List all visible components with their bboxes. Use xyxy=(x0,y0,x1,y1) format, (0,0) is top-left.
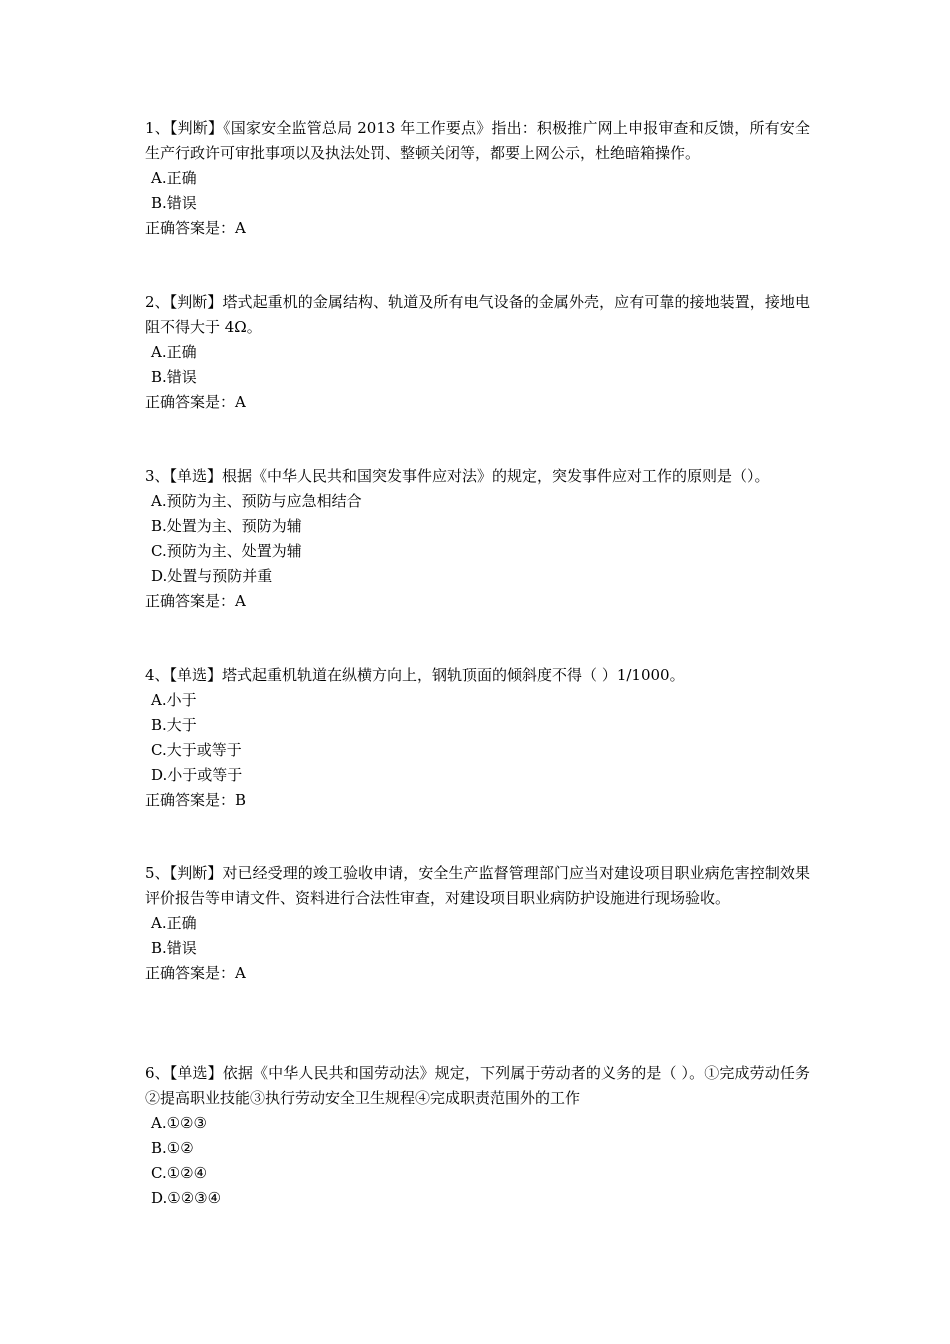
correct-answer: 正确答案是：A xyxy=(145,964,246,982)
question-text: 2、【判断】塔式起重机的金属结构、轨道及所有电气设备的金属外壳，应有可靠的接地装置，接地电阻不得大于 4Ω。 xyxy=(145,293,810,336)
option-b: B.①② xyxy=(151,1139,194,1157)
correct-answer: 正确答案是：A xyxy=(145,219,246,237)
option-c: C.大于或等于 xyxy=(151,741,242,759)
question-3 xyxy=(145,464,810,614)
option-b: B.错误 xyxy=(151,368,197,386)
question-4 xyxy=(145,663,810,813)
question-text: 6、【单选】依据《中华人民共和国劳动法》规定，下列属于劳动者的义务的是（ ）。①完成劳动任务②提高职业技能③执行劳动安全卫生规程④完成职责范围外的工作 xyxy=(145,1064,810,1107)
option-c: C.①②④ xyxy=(151,1164,208,1182)
option-b: B.处置为主、预防为辅 xyxy=(151,517,302,535)
correct-answer: 正确答案是：A xyxy=(145,393,246,411)
option-b: B.大于 xyxy=(151,716,197,734)
correct-answer: 正确答案是：A xyxy=(145,592,246,610)
question-5 xyxy=(145,861,810,986)
option-a: A.正确 xyxy=(151,343,197,361)
question-6 xyxy=(145,1061,810,1211)
option-a: A.预防为主、预防与应急相结合 xyxy=(151,492,362,510)
question-1 xyxy=(145,116,810,241)
correct-answer: 正确答案是：B xyxy=(145,791,247,809)
option-c: C.预防为主、处置为辅 xyxy=(151,542,302,560)
option-a: A.正确 xyxy=(151,169,197,187)
question-text: 5、【判断】对已经受理的竣工验收申请，安全生产监督管理部门应当对建设项目职业病危害控制效果评价报告等申请文件、资料进行合法性审查，对建设项目职业病防护设施进行现场验收。 xyxy=(145,864,810,907)
question-text: 1、【判断】《国家安全监管总局 2013 年工作要点》指出：积极推广网上申报审查和反馈，所有安全生产行政许可审批事项以及执法处罚、整顿关闭等，都要上网公示，杜绝暗箱操作。 xyxy=(145,119,810,162)
option-a: A.正确 xyxy=(151,914,197,932)
option-b: B.错误 xyxy=(151,939,197,957)
option-a: A.①②③ xyxy=(151,1114,207,1132)
option-a: A.小于 xyxy=(151,691,197,709)
option-b: B.错误 xyxy=(151,194,197,212)
option-d: D.处置与预防并重 xyxy=(151,567,273,585)
question-text: 3、【单选】根据《中华人民共和国突发事件应对法》的规定，突发事件应对工作的原则是（）。 xyxy=(145,467,770,485)
question-text: 4、【单选】塔式起重机轨道在纵横方向上，钢轨顶面的倾斜度不得（ ）1/1000。 xyxy=(145,666,685,684)
option-d: D.小于或等于 xyxy=(151,766,243,784)
question-2 xyxy=(145,290,810,415)
option-d: D.①②③④ xyxy=(151,1189,222,1207)
